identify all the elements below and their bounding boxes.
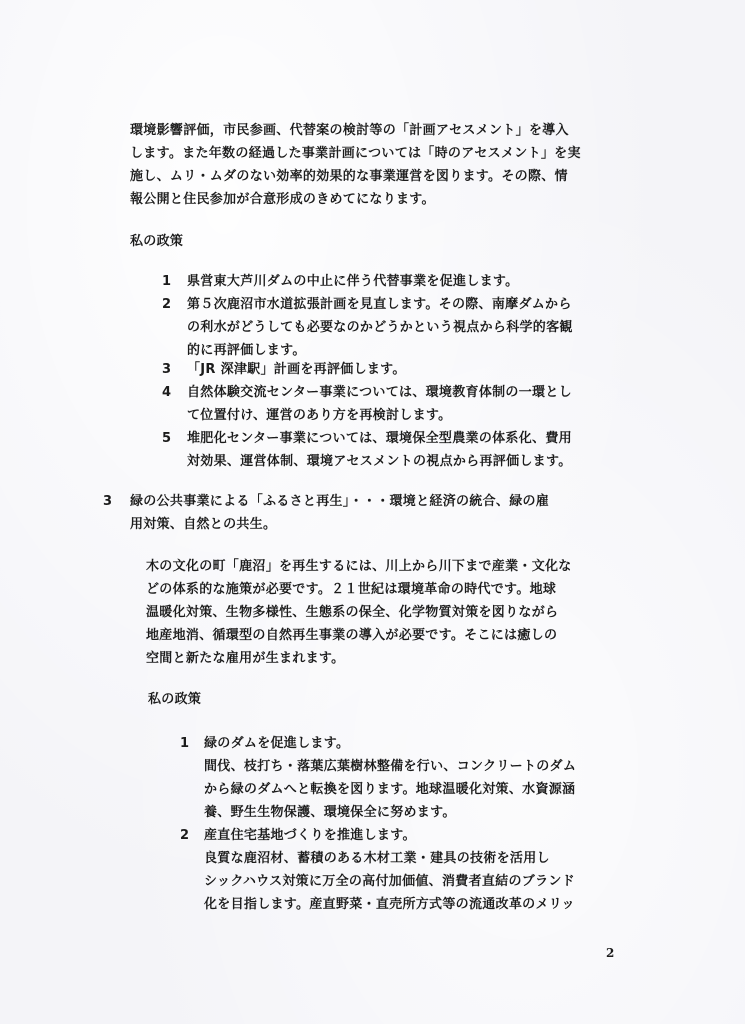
intro-line: 環境影響評価，市民参画、代替案の検討等の「計画アセスメント」を導入 (130, 123, 569, 138)
section-title: 用対策、自然との共生。 (130, 517, 277, 532)
item-number: 1 (180, 736, 190, 751)
item-text: 対効果、運営体制、環境アセスメントの視点から再評価します。 (187, 454, 572, 469)
item-number: 1 (162, 274, 172, 289)
item-number: 4 (162, 385, 172, 400)
item-text: 化を目指します。産直野菜・直売所方式等の流通改革のメリッ (204, 897, 575, 912)
section-body-line: 木の文化の町「鹿沼」を再生するには、川上から川下まで産業・文化な (146, 559, 572, 574)
policy-heading: 私の政策 (130, 234, 184, 249)
item-number: 5 (162, 431, 172, 446)
section-body-line: 温暖化対策、生物多様性、生態系の保全、化学物質対策を図りながら (146, 605, 559, 620)
policy-heading: 私の政策 (148, 692, 202, 707)
section-body-line: どの体系的な施策が必要です。２１世紀は環境革命の時代です。地球 (146, 582, 557, 597)
section-body-line: 地産地消、循環型の自然再生事業の導入が必要です。そこには癒しの (146, 628, 558, 643)
item-text: から緑のダムへと転換を図ります。地球温暖化対策、水資源涵 (204, 782, 576, 797)
intro-line: 施し、ムリ・ムダのない効率的効果的な事業運営を図ります。その際、情 (130, 169, 568, 184)
item-number: 3 (162, 362, 172, 377)
item-text: 良質な鹿沼材、蓄積のある木材工業・建具の技術を活用し (204, 851, 550, 866)
intro-line: します。また年数の経過した事業計画については「時のアセスメント」を実 (130, 146, 581, 161)
section-body-line: 空間と新たな雇用が生まれます。 (146, 651, 345, 666)
item-text: 「JR 深津駅」計画を再評価します。 (187, 362, 406, 377)
item-text: 堆肥化センター事業については、環境保全型農業の体系化、費用 (187, 431, 572, 446)
intro-line: 報公開と住民参加が合意形成のきめてになります。 (130, 192, 435, 207)
item-text: 緑のダムを促進します。 (204, 736, 350, 751)
item-number: 2 (162, 297, 172, 312)
item-text: 産直住宅基地づくりを推進します。 (204, 828, 416, 843)
section-number: 3 (103, 494, 113, 509)
item-number: 2 (180, 828, 190, 843)
item-text: 間伐、枝打ち・落葉広葉樹林整備を行い、コンクリートのダム (204, 759, 577, 774)
item-text: シックハウス対策に万全の高付加価値、消費者直結のブランド (204, 874, 575, 889)
item-text: 自然体験交流センター事業については、環境教育体制の一環とし (187, 385, 572, 400)
section-title: 緑の公共事業による「ふるさと再生」・・・環境と経済の統合、緑の雇 (130, 494, 550, 509)
item-text: 第５次鹿沼市水道拡張計画を見直します。その際、南摩ダムから (187, 297, 572, 312)
item-text: 的に再評価します。 (187, 343, 306, 358)
item-text: て位置付け、運営のあり方を再検討します。 (187, 408, 452, 423)
item-text: 養、野生生物保護、環境保全に努めます。 (204, 805, 456, 820)
item-text: の利水がどうしても必要なのかどうかという視点から科学的客観 (187, 320, 573, 335)
page-number: 2 (606, 946, 615, 960)
item-text: 県営東大芦川ダムの中止に伴う代替事業を促進します。 (187, 274, 519, 289)
